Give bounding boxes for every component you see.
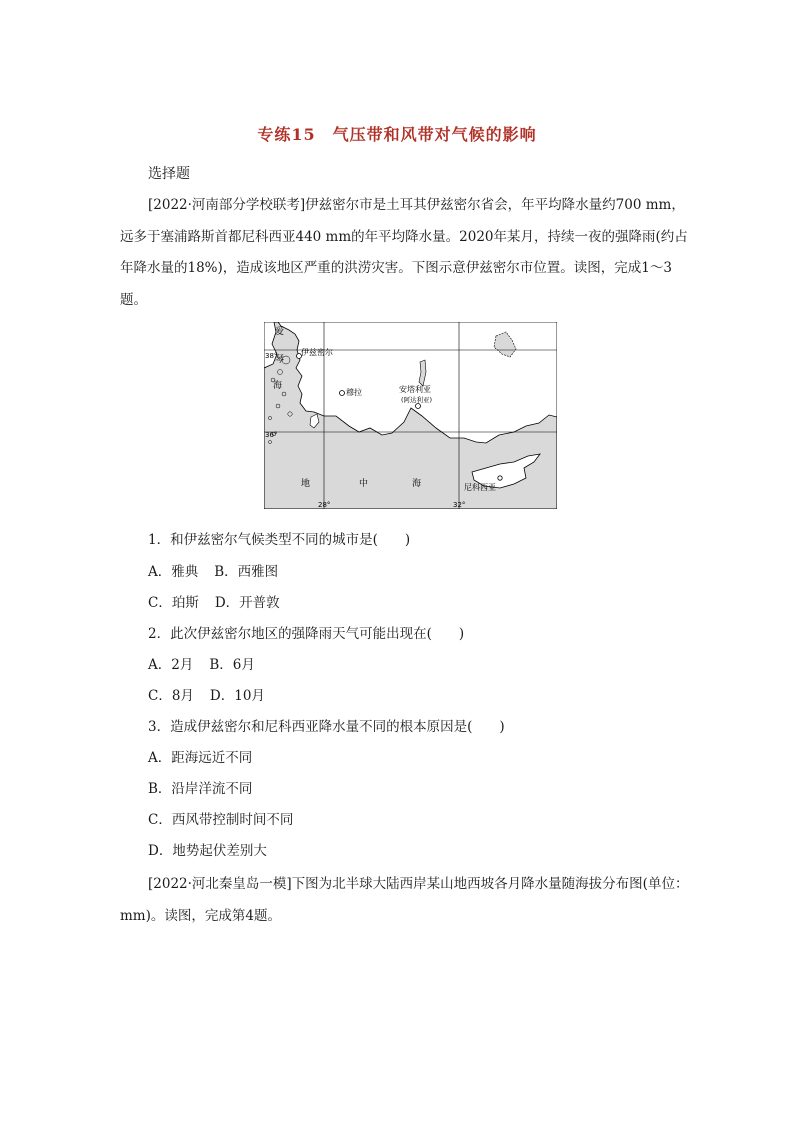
question-2-stem: 2．此次伊兹密尔地区的强降雨天气可能出现在( )	[148, 626, 465, 642]
option-2d[interactable]: D．10月	[209, 688, 265, 704]
label-antalya-alt: (阿达利亚)	[401, 396, 433, 404]
label-aegean-2: 琴	[275, 355, 285, 365]
label-izmir: 伊兹密尔	[301, 348, 333, 357]
label-mugla: 穆拉	[346, 388, 362, 397]
label-nicosia: 尼科西亚	[464, 483, 496, 492]
lat-tick-38: 38°	[265, 352, 278, 360]
label-aegean-1: 爱	[275, 327, 285, 337]
question-3-stem: 3．造成伊兹密尔和尼科西亚降水量不同的根本原因是( )	[148, 719, 505, 735]
question-2-options-row-1	[148, 653, 255, 673]
intro-paragraph-1: [2022·河南部分学校联考]伊兹密尔市是土耳其伊兹密尔省会，年平均降水量约700 mm，远多于塞浦路斯首都尼科西亚440 mm的年平均降水量。2020年某月，持续一夜的强降雨(约占年降水量的18%)，造成该地区严重的洪涝灾害。下图示意伊兹密尔市位置。读图，完成1～3题。	[120, 197, 688, 308]
label-antalya: 安塔利亚	[399, 385, 431, 394]
intro-paragraph-2: [2022·河北秦皇岛一模]下图为北半球大陆西岸某山地西坡各月降水量随海拔分布图(单位：mm)。读图，完成第4题。	[120, 876, 689, 924]
antalya-marker	[416, 404, 421, 409]
option-2a[interactable]: A．2月	[148, 657, 194, 673]
option-3a[interactable]: A．距海远近不同	[148, 750, 253, 766]
option-1b[interactable]: B．西雅图	[214, 564, 279, 580]
option-3b[interactable]: B．沿岸洋流不同	[148, 781, 253, 797]
option-2c[interactable]: C．8月	[148, 688, 194, 704]
section-label: 选择题	[148, 166, 190, 182]
option-1d[interactable]: D．开普敦	[214, 595, 280, 611]
question-1-options-row-2	[148, 591, 280, 611]
nicosia-marker	[498, 476, 502, 480]
lon-tick-32: 32°	[453, 501, 466, 509]
label-aegean-3: 海	[273, 381, 283, 391]
question-1-stem: 1．和伊兹密尔气候类型不同的城市是( )	[148, 532, 411, 548]
option-1a[interactable]: A．雅典	[148, 564, 199, 580]
lat-tick-36: 36°	[265, 431, 278, 439]
question-2-options-row-2	[148, 684, 265, 704]
option-2b[interactable]: B．6月	[209, 657, 255, 673]
question-1-options-row-1	[148, 560, 278, 580]
location-map	[264, 322, 557, 509]
option-3c[interactable]: C．西风带控制时间不同	[148, 812, 294, 828]
lon-tick-28: 28°	[318, 501, 331, 509]
mugla-marker	[340, 391, 345, 396]
page-title: 专练15 气压带和风带对气候的影响	[257, 125, 537, 144]
option-1c[interactable]: C．珀斯	[148, 595, 199, 611]
option-3d[interactable]: D．地势起伏差别大	[148, 843, 267, 859]
label-med-3: 海	[412, 479, 422, 489]
label-med-2: 中	[359, 479, 369, 489]
label-med-1: 地	[301, 479, 311, 489]
